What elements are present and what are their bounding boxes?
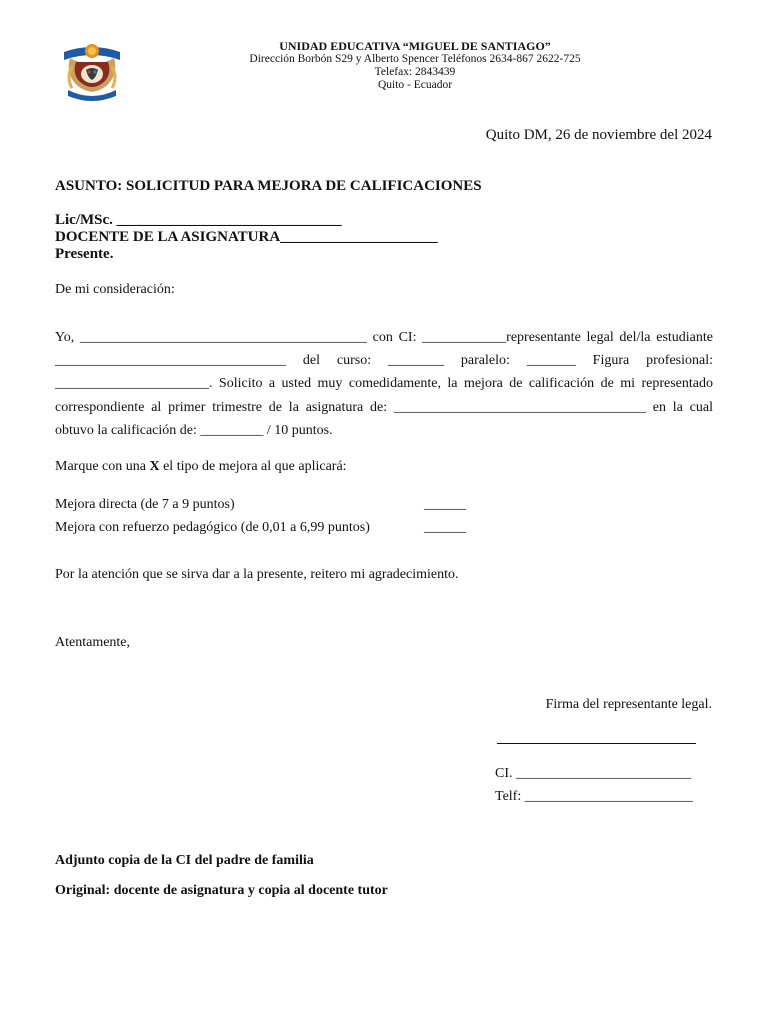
signature-line	[497, 743, 696, 744]
school-city: Quito - Ecuador	[377, 79, 453, 91]
letter-date: Quito DM, 26 de noviembre del 2024	[485, 127, 712, 143]
addressee-present: Presente.	[55, 246, 114, 262]
school-name: UNIDAD EDUCATIVA “MIGUEL DE SANTIAGO”	[279, 39, 551, 53]
footer-original: Original: docente de asignatura y copia al docente tutor	[55, 883, 388, 898]
signature-caption: Firma del representante legal.	[545, 697, 712, 712]
instruction-prefix: Marque con una	[55, 459, 150, 474]
footer-attach: Adjunto copia de la CI del padre de familia	[55, 853, 314, 868]
addressee-block	[55, 212, 438, 263]
instruction-suffix: el tipo de mejora al que aplicará:	[159, 459, 347, 474]
addressee-name: Lic/MSc. ______________________________	[55, 212, 342, 228]
school-telefax: Telefax: 2843439	[374, 66, 456, 78]
instruction-mark: X	[149, 459, 160, 474]
school-crest-icon	[58, 38, 126, 106]
school-address: Dirección Borbón S29 y Alberto Spencer Teléfonos 2634-867 2622-725	[249, 53, 581, 65]
thanks-line: Por la atención que se sirva dar a la presente, reitero mi agradecimiento.	[55, 567, 459, 582]
addressee-role: DOCENTE DE LA ASIGNATURA_____________________	[55, 229, 438, 245]
option-direct-blank: ______	[424, 497, 466, 512]
signature-ci: CI. _________________________	[495, 766, 691, 781]
option-reinforcement-blank: ______	[424, 520, 466, 535]
signature-telf: Telf: ________________________	[495, 789, 693, 804]
letter-subject: ASUNTO: SOLICITUD PARA MEJORA DE CALIFICACIONES	[55, 178, 482, 194]
option-direct-label: Mejora directa (de 7 a 9 puntos)	[55, 497, 235, 512]
option-reinforcement-label: Mejora con refuerzo pedagógico (de 0,01 a 6,99 puntos)	[55, 520, 370, 535]
body-paragraph: Yo, _________________________________________ con CI: ____________representante legal del/la estudiante _________________________________ del curso: ________ paralelo: _______ Figura profesional: ______________________. Solicito a usted muy comedidamente, la mejora de calificación de mi representado correspondiente al primer trimestre de la asignatura de: ____________________________________ en la cual obtuvo la calificación de: _________ / 10 puntos.	[55, 330, 713, 438]
letterhead	[130, 40, 700, 92]
instruction	[55, 459, 347, 475]
greeting: De mi consideración:	[55, 282, 175, 297]
closing: Atentamente,	[55, 635, 131, 650]
